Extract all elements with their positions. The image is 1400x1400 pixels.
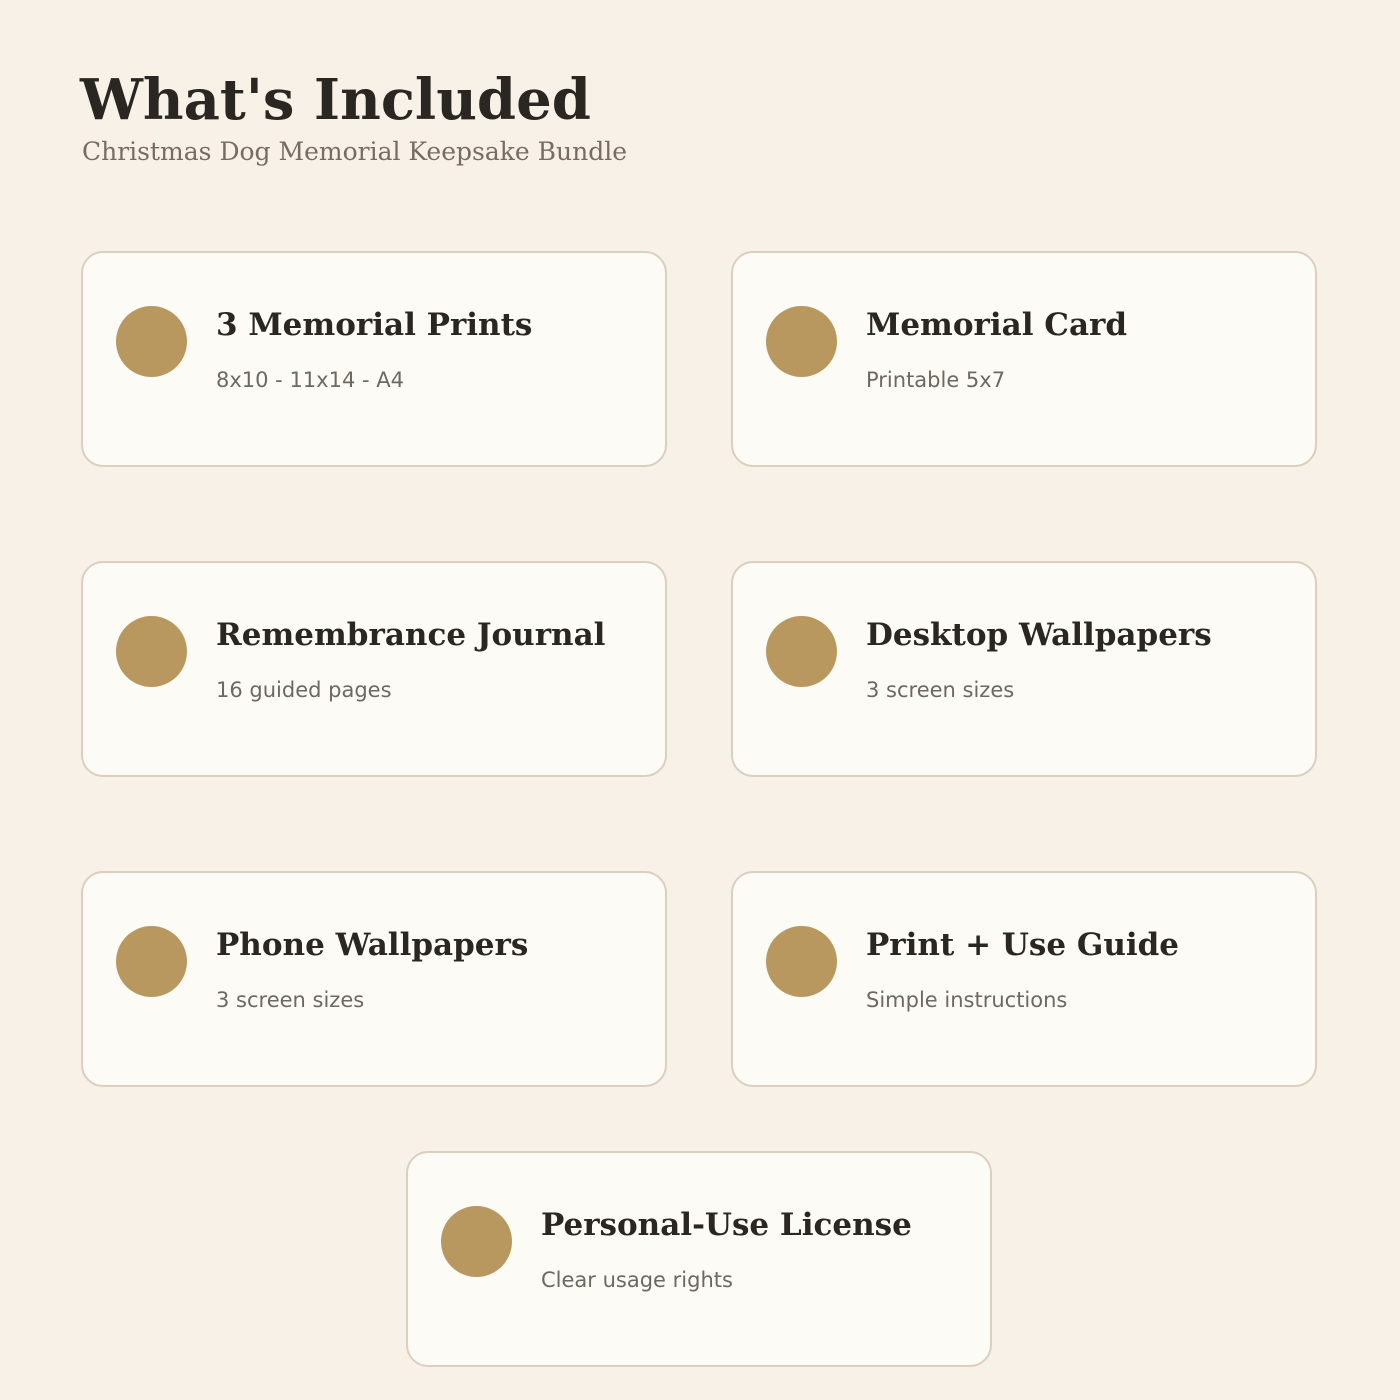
item-card-phone-wallpapers [81, 871, 667, 1087]
item-description: Simple instructions [866, 988, 1068, 1012]
item-title: Print + Use Guide [866, 927, 1180, 963]
item-description: 3 screen sizes [216, 988, 365, 1012]
item-card-memorial-prints [81, 251, 667, 467]
page-title: What's Included [80, 67, 591, 133]
item-description: Clear usage rights [541, 1268, 733, 1292]
item-description: 8x10 - 11x14 - A4 [216, 368, 404, 392]
gold-circle-icon [766, 926, 837, 997]
gold-circle-icon [766, 306, 837, 377]
gold-circle-icon [116, 306, 187, 377]
item-card-remembrance-journal [81, 561, 667, 777]
item-title: Desktop Wallpapers [866, 617, 1212, 653]
item-title: Memorial Card [866, 307, 1128, 343]
item-title: Phone Wallpapers [216, 927, 529, 963]
gold-circle-icon [441, 1206, 512, 1277]
item-description: 16 guided pages [216, 678, 392, 702]
item-card-personal-use-license [406, 1151, 992, 1367]
gold-circle-icon [116, 616, 187, 687]
item-description: 3 screen sizes [866, 678, 1015, 702]
gold-circle-icon [766, 616, 837, 687]
item-title: Personal-Use License [541, 1207, 912, 1243]
item-card-desktop-wallpapers [731, 561, 1317, 777]
item-card-memorial-card [731, 251, 1317, 467]
item-title: 3 Memorial Prints [216, 307, 533, 343]
gold-circle-icon [116, 926, 187, 997]
item-description: Printable 5x7 [866, 368, 1006, 392]
item-title: Remembrance Journal [216, 617, 606, 653]
item-card-print-use-guide [731, 871, 1317, 1087]
page-subtitle: Christmas Dog Memorial Keepsake Bundle [82, 137, 628, 166]
